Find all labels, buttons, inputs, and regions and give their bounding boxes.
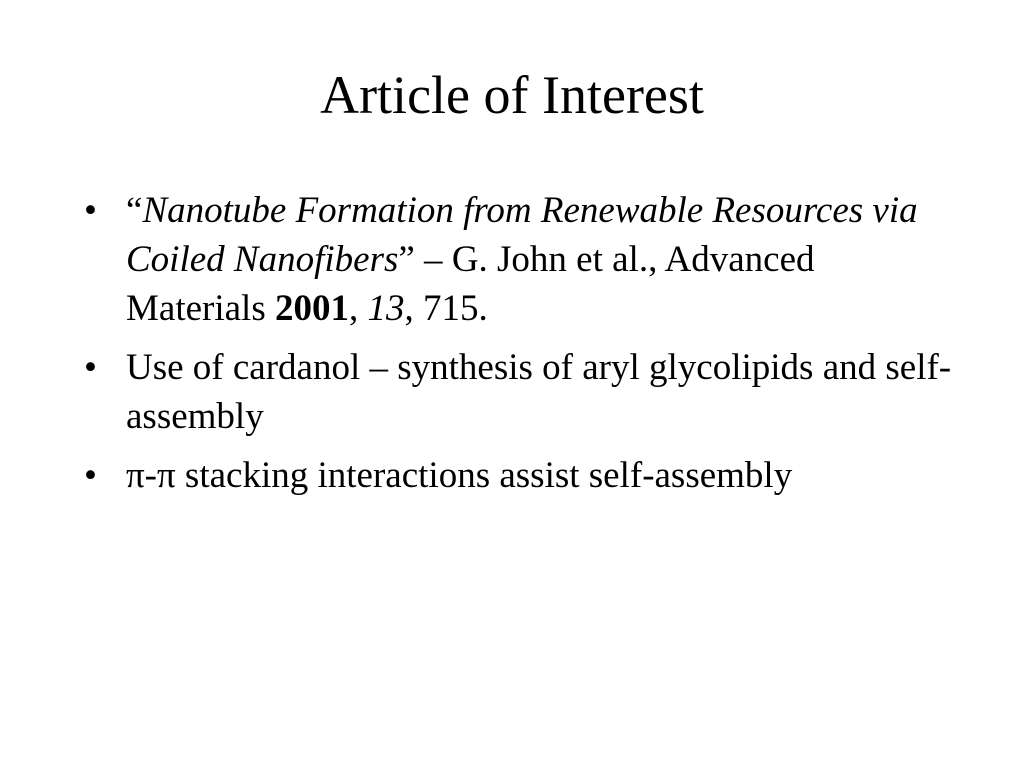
volume-number: 13 xyxy=(367,288,405,329)
bullet-item-stacking xyxy=(84,451,954,500)
separator-comma: , xyxy=(348,288,368,329)
bullet-list xyxy=(84,186,954,510)
authors-journal: G. John et al., Advanced Materials xyxy=(126,239,815,329)
bullet-marker: • xyxy=(84,455,97,496)
page-number: , 715. xyxy=(404,288,488,329)
bullet-text: Use of cardanol – synthesis of aryl glycolipids and self-assembly xyxy=(126,347,952,437)
publication-year: 2001 xyxy=(274,288,349,329)
bullet-marker: • xyxy=(84,347,97,388)
bullet-marker: • xyxy=(84,190,97,231)
bullet-text: π-π stacking interactions assist self-assembly xyxy=(126,455,793,496)
bullet-item-reference xyxy=(84,186,954,333)
open-quote: “ xyxy=(126,190,143,231)
article-title: Nanotube Formation from Renewable Resources via Coiled Nanofibers xyxy=(126,190,918,280)
slide-title: Article of Interest xyxy=(320,65,704,125)
bullet-item-cardanol xyxy=(84,343,954,441)
close-quote-dash: ” – xyxy=(398,239,452,280)
